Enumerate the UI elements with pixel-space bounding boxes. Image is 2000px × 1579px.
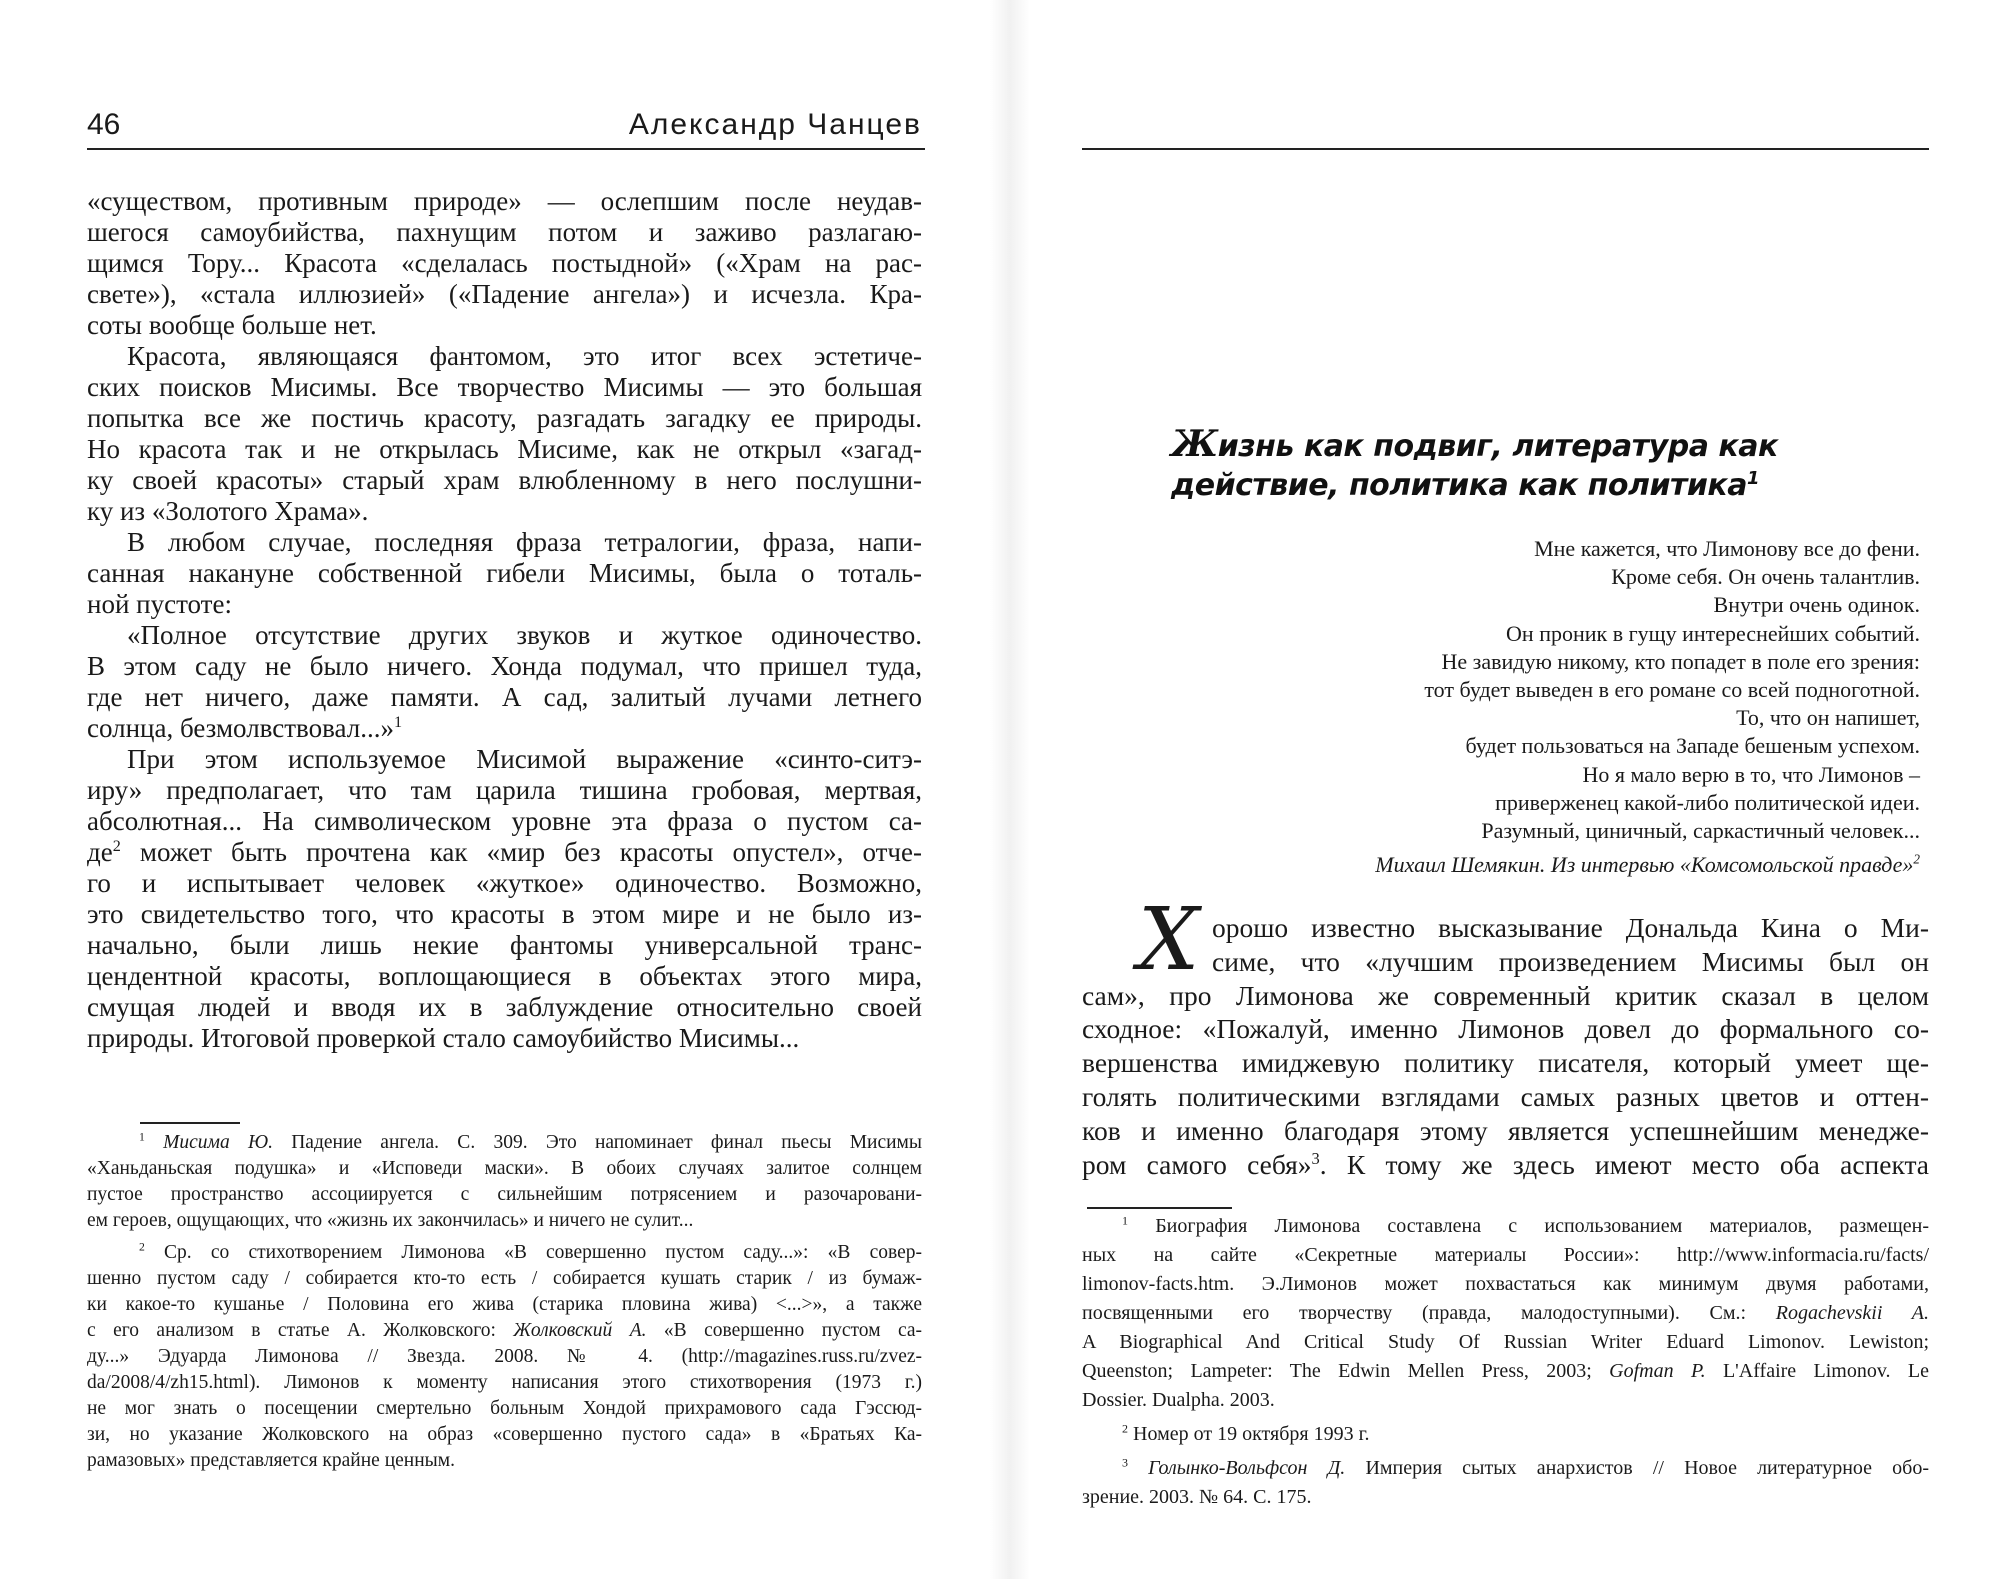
text-line: [87, 1023, 922, 1054]
text-line: [87, 1240, 922, 1266]
text-segment: де: [87, 837, 113, 867]
paragraph: [87, 744, 922, 1054]
text-segment: ром самого себя»: [1082, 1148, 1312, 1180]
epigraph-line: будет пользоваться на Западе бешеным успехом.: [1465, 733, 1920, 759]
italic-segment: Rogachevskii A.: [1775, 1302, 1929, 1324]
text-segment: это свидетельство того, что красоты в этом мире и не было из-: [87, 899, 922, 929]
text-line: [87, 1266, 922, 1292]
text-line: [87, 1292, 922, 1318]
text-segment: Ср. со стихотворением Лимонова «В совершенно пустом саду...»: «В совер-: [144, 1242, 922, 1263]
text-segment: При этом используемое Мисимой выражение «синто-ситэ-: [127, 744, 922, 774]
text-line: [87, 837, 922, 868]
paragraph: [1082, 1454, 1929, 1512]
text-line: [1082, 1386, 1929, 1415]
text-line: [87, 620, 922, 651]
text-segment: может быть прочтена как «мир без красоты опустел», отче-: [120, 837, 922, 867]
text-segment: вершенства имиджевую политику писателя, который умеет ще-: [1082, 1047, 1929, 1079]
text-segment: орошо известно высказывание Дональда Кина о Ми-: [1212, 912, 1929, 943]
text-line: [87, 279, 922, 310]
text-segment: Номер от 19 октября 1993 г.: [1128, 1423, 1370, 1445]
italic-segment: Жолковский А.: [513, 1320, 647, 1341]
text-segment: В любом случае, последняя фраза тетралогии, фраза, напи-: [127, 527, 922, 557]
footnote-ref: 2: [1122, 1421, 1128, 1436]
epigraph-line: Не завидую никому, кто попадет в поле его зрения:: [1441, 648, 1920, 674]
text-segment: ку из «Золотого Храма».: [87, 496, 369, 526]
text-line: [87, 527, 922, 558]
paragraph: [1082, 911, 1929, 1181]
page-number: 46: [87, 108, 121, 141]
text-segment: санная накануне собственной гибели Мисимы, была о тоталь-: [87, 558, 922, 588]
text-line: [87, 1156, 922, 1182]
text-segment: посвященными его творчеству (правда, малодоступными). См.:: [1082, 1302, 1776, 1324]
text-line: [1082, 1148, 1929, 1182]
epigraph-line: тот будет выведен в его романе со всей подноготной.: [1424, 677, 1920, 703]
epigraph-line: Внутри очень одинок.: [1713, 592, 1920, 618]
italic-segment: Gofman P.: [1609, 1360, 1706, 1382]
text-line: [1082, 1357, 1929, 1386]
text-line: [1082, 1299, 1929, 1328]
text-segment: Dossier. Dualpha. 2003.: [1082, 1389, 1275, 1411]
text-line: [87, 775, 922, 806]
text-line: [1082, 1012, 1929, 1046]
text-line: [87, 1182, 922, 1208]
text-segment: где нет ничего, даже памяти. А сад, залитый лучами летнего: [87, 682, 922, 712]
text-segment: Падение ангела. С. 309. Это напоминает финал пьесы Мисимы: [272, 1132, 922, 1153]
chapter-title-line-1: [1171, 425, 1778, 466]
text-segment: природы. Итоговой проверкой стало самоубийство Мисимы...: [87, 1023, 800, 1053]
title-text-1: изнь как подвиг, литература как: [1217, 429, 1778, 464]
text-line: [1082, 1114, 1929, 1148]
text-line: [1082, 945, 1929, 979]
paragraph: [1082, 1420, 1929, 1449]
text-segment: начально, были лишь некие фантомы универсальной транс-: [87, 930, 922, 960]
text-line: [87, 341, 922, 372]
text-segment: [145, 1132, 163, 1153]
text-segment: абсолютная... На символическом уровне эта фраза о пустом са-: [87, 806, 922, 836]
text-segment: Империя сытых анархистов // Новое литературное обо-: [1345, 1457, 1929, 1479]
header-rule-right: [1082, 148, 1929, 150]
footnote-separator-right: [1087, 1207, 1232, 1209]
text-line: [1082, 1212, 1929, 1241]
text-line: [87, 651, 922, 682]
italic-segment: Мисима Ю.: [163, 1132, 273, 1153]
text-segment: ных на сайте «Секретные материалы России»: http://www.informacia.ru/facts/: [1082, 1244, 1929, 1266]
text-line: [87, 868, 922, 899]
text-line: [87, 465, 922, 496]
text-line: [87, 403, 922, 434]
text-line: [87, 372, 922, 403]
paragraph: [87, 1240, 922, 1474]
text-segment: Биография Лимонова составлена с использованием материалов, размещен-: [1128, 1215, 1929, 1237]
left-footnotes: [87, 1130, 922, 1480]
text-segment: го и испытывает человек «жуткое» одиночество. Возможно,: [87, 868, 922, 898]
text-segment: «В совершенно пустом са-: [646, 1320, 922, 1341]
text-segment: попытка все же постичь красоту, разгадать загадку ее природы.: [87, 403, 922, 433]
paragraph: [1082, 1212, 1929, 1415]
epigraph-line: То, что он напишет,: [1736, 705, 1920, 731]
text-segment: Queenston; Lampeter: The Edwin Mellen Press, 2003;: [1082, 1360, 1610, 1382]
text-line: [87, 1422, 922, 1448]
text-line: [87, 496, 922, 527]
footnote-ref: 1: [393, 713, 403, 731]
text-segment: сходное: «Пожалуй, именно Лимонов довел до формального со-: [1082, 1013, 1929, 1045]
text-line: [87, 1208, 922, 1234]
paragraph: [87, 341, 922, 527]
text-segment: с его анализом в статье А. Жолковского:: [87, 1320, 514, 1341]
text-segment: ки какое-то кушанье / Половина его жива (старика пловина жива) <...>», а также: [87, 1294, 922, 1315]
text-line: [87, 682, 922, 713]
text-segment: смущая людей и вводя их в заблуждение относительно своей: [87, 992, 922, 1022]
text-line: [87, 434, 922, 465]
chapter-title-line-2: [1171, 466, 1778, 505]
running-head: Александр Чанцев: [628, 108, 922, 141]
text-segment: A Biographical And Critical Study Of Russian Writer Eduard Limonov. Lewiston;: [1082, 1331, 1929, 1353]
text-segment: limonov-facts.htm. Э.Лимонов может похвастаться как минимум двумя работами,: [1082, 1273, 1929, 1295]
text-segment: зрение. 2003. № 64. С. 175.: [1082, 1486, 1312, 1508]
paragraph: [87, 527, 922, 620]
text-segment: пустое пространство ассоциируется с сильнейшим потрясением и разочаровани-: [87, 1184, 922, 1205]
text-line: [87, 217, 922, 248]
title-footnote-ref: 1: [1747, 468, 1760, 489]
footnote-ref: 2: [112, 837, 121, 855]
text-segment: соты вообще больше нет.: [87, 310, 377, 340]
footnote-separator: [140, 1122, 240, 1124]
text-segment: щимся Тору... Красота «сделалась постыдной» («Храм на рас-: [87, 248, 922, 278]
text-segment: В этом саду не было ничего. Хонда подумал, что пришел туда,: [87, 651, 922, 681]
epigraph: [1375, 535, 1920, 879]
text-segment: ду...» Эдуарда Лимонова // Звезда. 2008. № 4. (http://magazines.russ.ru/zvez-: [87, 1346, 922, 1367]
text-segment: свете»), «стала иллюзией» («Падение ангела») и исчезла. Кра-: [87, 279, 922, 309]
attribution-text: Михаил Шемякин. Из интервью «Комсомольской правде»: [1375, 852, 1914, 878]
epigraph-line: Кроме себя. Он очень талантлив.: [1611, 564, 1920, 590]
text-segment: Но красота так и не открылась Мисиме, как не открыл «загад-: [87, 434, 922, 464]
text-segment: L'Affaire Limonov. Le: [1705, 1360, 1929, 1382]
text-segment: зи, но указание Жолковского на образ «совершенно пустого сада» в «Братьях Ка-: [87, 1424, 922, 1445]
text-line: [87, 248, 922, 279]
footnote-ref: 3: [1122, 1455, 1128, 1470]
book-fold: [990, 0, 1030, 1579]
title-text-2: действие, политика как политика: [1171, 468, 1748, 503]
text-segment: не мог знать о посещении смертельно больным Хондой прихрамового сада Гэссюд-: [87, 1398, 922, 1419]
text-segment: da/2008/4/zh15.html). Лимонов к моменту написания этого стихотворения (1973 г.): [87, 1372, 922, 1393]
header-rule: [87, 148, 925, 150]
text-line: [87, 1448, 922, 1474]
text-segment: ских поисков Мисимы. Все творчество Мисимы — это большая: [87, 372, 922, 402]
epigraph-line: Но я мало верю в то, что Лимонов –: [1582, 761, 1920, 787]
text-segment: ку своей красоты» старый храм влюбленному в него послушни-: [87, 465, 922, 495]
text-segment: иру» предполагает, что там царила тишина гробовая, мертвая,: [87, 775, 922, 805]
text-line: [87, 1318, 922, 1344]
right-footnotes: [1082, 1212, 1929, 1517]
text-line: [87, 1130, 922, 1156]
text-line: [87, 1344, 922, 1370]
text-segment: голять политическими взглядами самых разных цветов и оттен-: [1082, 1080, 1929, 1112]
text-line: [87, 806, 922, 837]
text-line: [87, 558, 922, 589]
text-segment: ков и именно благодаря этому является успешнейшим менедже-: [1082, 1114, 1929, 1146]
paragraph: [87, 1130, 922, 1234]
footnote-ref: 2: [139, 1240, 145, 1254]
text-line: [1082, 1046, 1929, 1080]
text-segment: рамазовых» представляется крайне ценным.: [87, 1450, 455, 1471]
text-line: [1082, 979, 1929, 1013]
text-segment: «Ханьданьская подушка» и «Исповеди маски». В обоих случаях залитое солнцем: [87, 1158, 922, 1179]
text-line: [1082, 1483, 1929, 1512]
text-segment: «существом, противным природе» — ослепшим после неудав-: [87, 186, 922, 216]
text-line: [1082, 1080, 1929, 1114]
epigraph-line: приверженец какой-либо политической идеи.: [1495, 789, 1920, 815]
drop-cap: Х: [1138, 890, 1200, 990]
text-segment: ной пустоте:: [87, 589, 232, 619]
paragraph: [87, 186, 922, 341]
title-initial: Ж: [1171, 423, 1218, 465]
epigraph-line: Разумный, циничный, саркастичный человек...: [1481, 818, 1920, 844]
text-segment: шегося самоубийства, пахнущим потом и заживо разлагаю-: [87, 217, 922, 247]
text-line: [87, 713, 922, 744]
text-segment: солнца, безмолвствовал...»: [87, 713, 394, 743]
text-line: [87, 930, 922, 961]
footnote-ref: 3: [1311, 1148, 1320, 1168]
text-line: [1082, 1270, 1929, 1299]
text-line: [1082, 1328, 1929, 1357]
text-segment: [1128, 1457, 1148, 1479]
text-line: [1082, 1241, 1929, 1270]
chapter-title: [1171, 425, 1778, 505]
text-line: [1082, 1420, 1929, 1449]
italic-segment: Голынко-Вольфсон Д.: [1148, 1457, 1346, 1479]
text-segment: «Полное отсутствие других звуков и жуткое одиночество.: [127, 620, 922, 650]
text-segment: ем героев, ощущающих, что «жизнь их закончилась» и ничего не сулит...: [87, 1210, 694, 1231]
text-line: [87, 589, 922, 620]
paragraph: [87, 620, 922, 744]
text-line: [87, 1370, 922, 1396]
text-segment: . К тому же здесь имеют место оба аспекта: [1319, 1148, 1930, 1180]
text-segment: симе, что «лучшим произведением Мисимы был он: [1212, 945, 1929, 977]
epigraph-line: Мне кажется, что Лимонову все до фени.: [1534, 536, 1920, 561]
text-segment: сам», про Лимонова же современный критик сказал в целом: [1082, 979, 1929, 1011]
text-line: [87, 310, 922, 341]
footnote-ref: 1: [139, 1130, 145, 1144]
epigraph-line: Он проник в гущу интереснейших событий.: [1506, 620, 1920, 646]
text-line: [1082, 911, 1929, 945]
text-line: [87, 744, 922, 775]
text-segment: цендентной красоты, воплощающиеся в объектах этого мира,: [87, 961, 922, 991]
text-line: [87, 186, 922, 217]
text-line: [1082, 1454, 1929, 1483]
text-segment: шенно пустом саду / собирается кто-то есть / собирается кушать старик / из бумаж-: [87, 1268, 922, 1289]
text-segment: Красота, являющаяся фантомом, это итог всех эстетиче-: [127, 341, 922, 371]
epigraph-attribution: [1375, 851, 1920, 879]
right-body-text: [1082, 911, 1929, 1181]
text-line: [87, 961, 922, 992]
text-line: [87, 992, 922, 1023]
text-line: [87, 899, 922, 930]
footnote-ref: 1: [1122, 1213, 1128, 1228]
attribution-footnote-ref: 2: [1913, 851, 1920, 867]
left-body-text: [87, 186, 922, 1054]
text-line: [87, 1396, 922, 1422]
